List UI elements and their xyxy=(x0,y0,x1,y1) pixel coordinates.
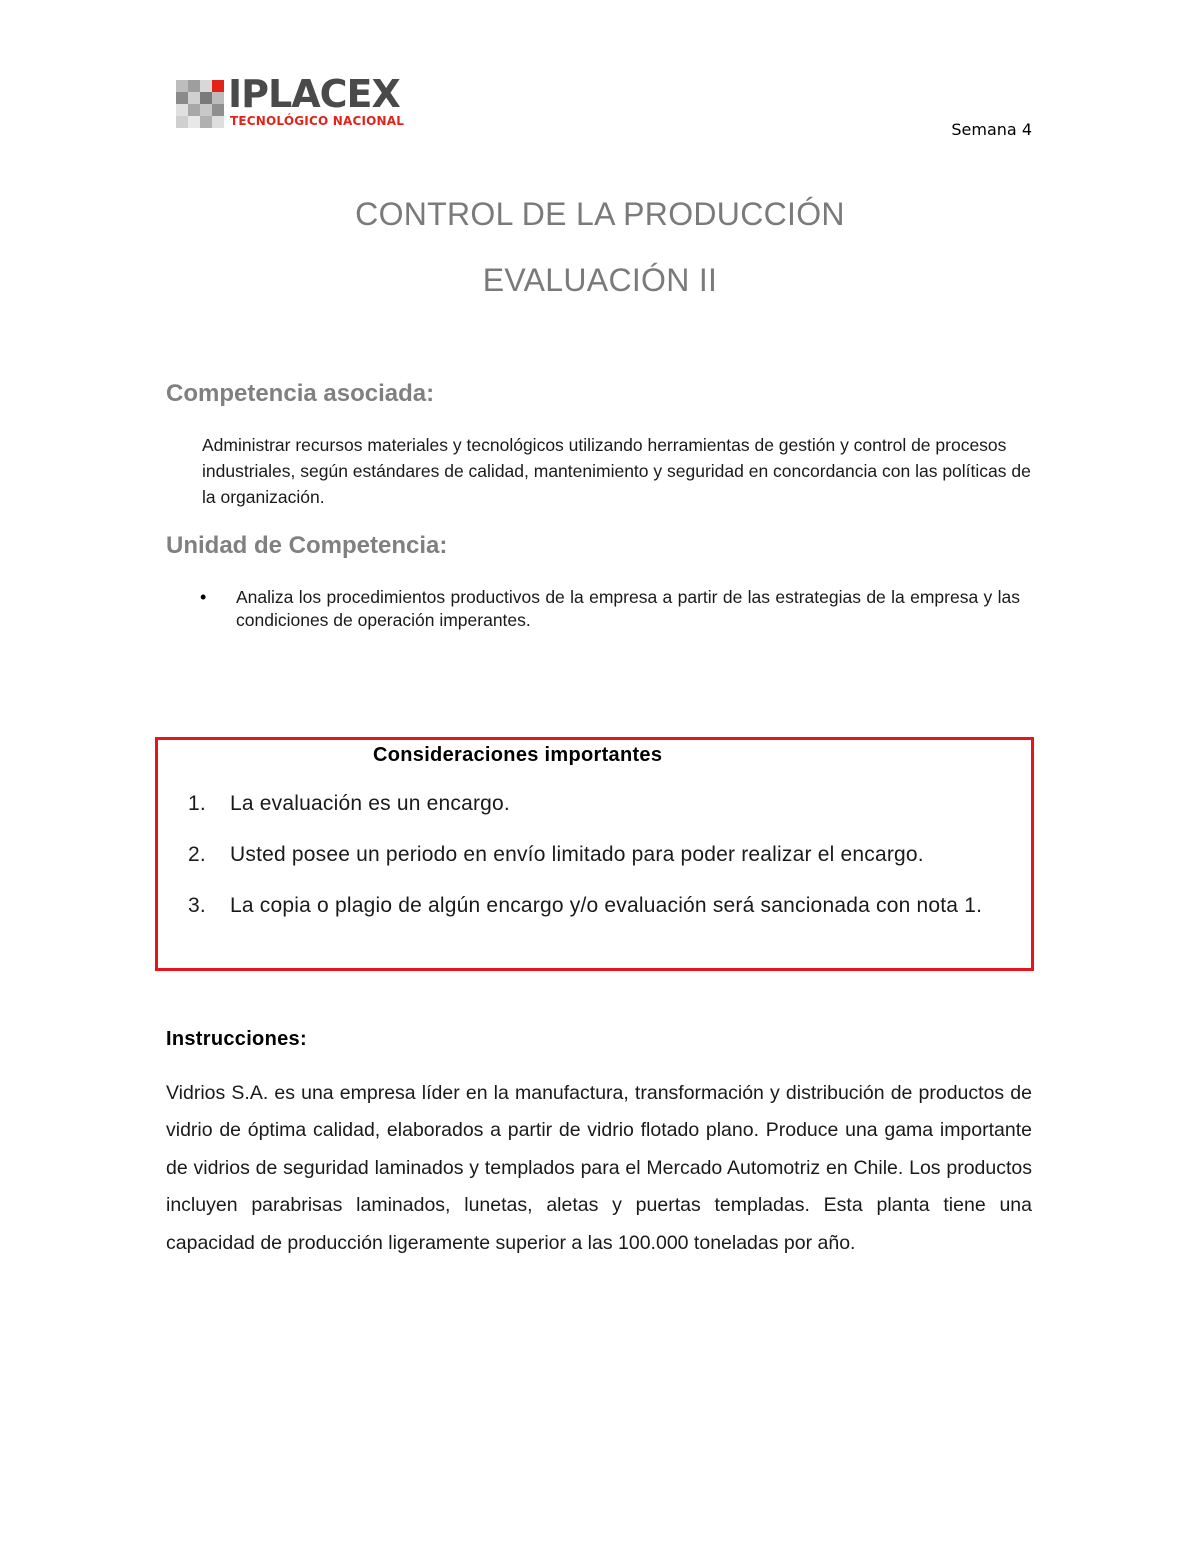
instrucciones-heading: Instrucciones: xyxy=(166,1028,307,1050)
consideraciones-list xyxy=(188,790,1033,943)
consideracion-item xyxy=(188,790,1033,818)
unidad-heading: Unidad de Competencia: xyxy=(166,532,448,559)
logo-squares-icon xyxy=(176,78,224,128)
unidad-item-text: Analiza los procedimientos productivos de la empresa a partir de las estrategias de la empresa y las condiciones de operación imperantes. xyxy=(236,587,1020,630)
instrucciones-paragraph: Vidrios S.A. es una empresa líder en la manufactura, transformación y distribución de productos de vidrio de óptima calidad, elaborados a partir de vidrio flotado plano. Produce una gama importante de vidrios de seguridad laminados y templados para el Mercado Automotriz en Chile. Los productos incluyen parabrisas laminados, lunetas, aletas y puertas templadas. Esta planta tiene una capacidad de producción ligeramente superior a las 100.000 toneladas por año. xyxy=(166,1082,1032,1254)
week-label: Semana 4 xyxy=(951,120,1032,139)
consideracion-text: Usted posee un periodo en envío limitado para poder realizar el encargo. xyxy=(230,843,924,866)
evaluation-title: EVALUACIÓN II xyxy=(482,262,718,298)
consideracion-item xyxy=(188,892,1033,920)
unidad-list-item xyxy=(200,586,1020,632)
consideracion-item xyxy=(188,841,1033,869)
competencia-heading: Competencia asociada: xyxy=(166,380,435,407)
consideracion-number: 1. xyxy=(188,792,206,815)
consideraciones-box xyxy=(155,737,1034,971)
logo-wordmark: IPLACEX xyxy=(228,72,400,116)
iplacex-logo xyxy=(176,72,416,134)
consideracion-text: La evaluación es un encargo. xyxy=(230,792,510,815)
consideracion-text: La copia o plagio de algún encargo y/o evaluación será sancionada con nota 1. xyxy=(230,894,983,917)
course-title: CONTROL DE LA PRODUCCIÓN xyxy=(355,196,845,232)
logo-subtitle: TECNOLÓGICO NACIONAL xyxy=(230,114,405,128)
bullet-icon: • xyxy=(200,587,207,607)
competencia-text: Administrar recursos materiales y tecnológicos utilizando herramientas de gestión y control de procesos industriales, según estándares de calidad, mantenimiento y seguridad en concordancia con las políticas de la organización. xyxy=(202,435,1031,507)
consideraciones-title: Consideraciones importantes xyxy=(373,744,663,766)
consideracion-number: 2. xyxy=(188,843,206,866)
consideracion-number: 3. xyxy=(188,894,206,917)
